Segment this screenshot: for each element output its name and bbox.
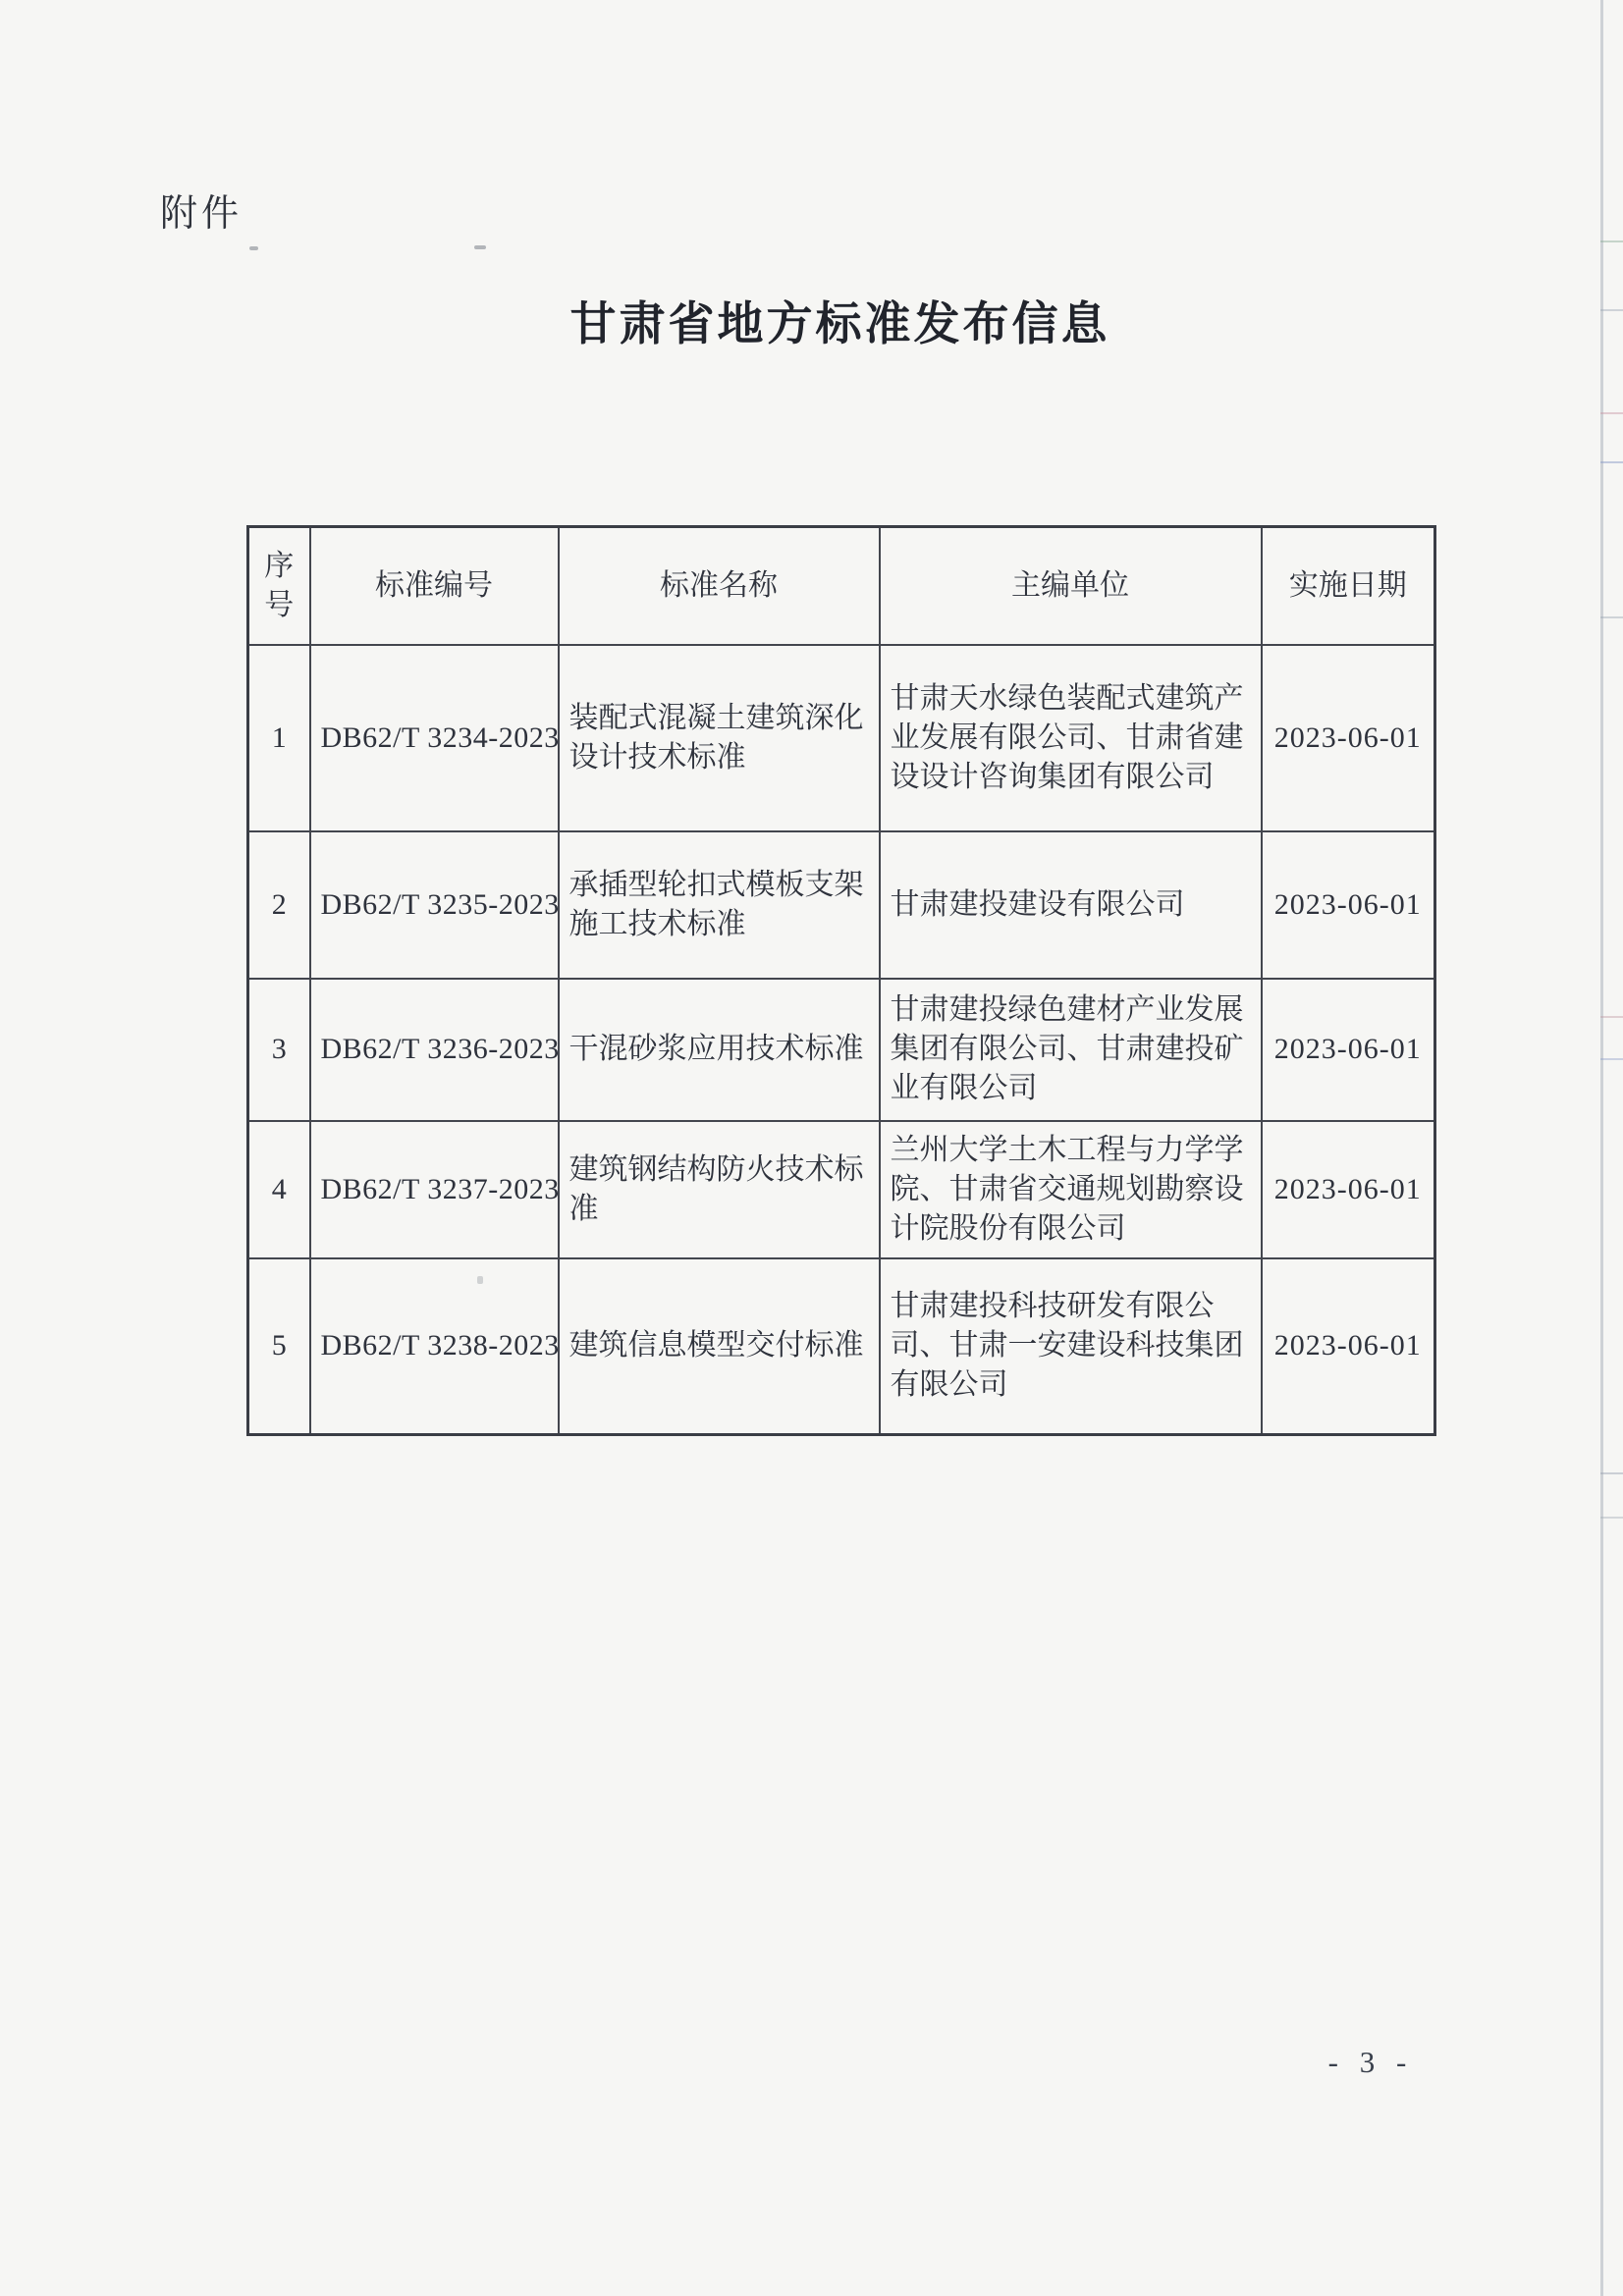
table-row bbox=[248, 1121, 1435, 1258]
cell-date: 2023-06-01 bbox=[1262, 1258, 1435, 1435]
standards-table bbox=[246, 525, 1436, 1436]
header-org: 主编单位 bbox=[880, 527, 1262, 645]
header-name: 标准名称 bbox=[559, 527, 880, 645]
table-row bbox=[248, 979, 1435, 1121]
scan-artifact-line bbox=[1600, 0, 1603, 2296]
scan-artifact-tick bbox=[1600, 309, 1623, 311]
cell-date: 2023-06-01 bbox=[1262, 831, 1435, 979]
scan-artifact-tick bbox=[1600, 240, 1623, 242]
cell-org: 甘肃建投绿色建材产业发展集团有限公司、甘肃建投矿业有限公司 bbox=[880, 979, 1262, 1121]
scan-artifact-tick bbox=[1600, 1517, 1623, 1519]
scan-artifact-tick bbox=[1600, 1472, 1623, 1474]
cell-code: DB62/T 3235-2023 bbox=[310, 831, 559, 979]
table-header-row bbox=[248, 527, 1435, 645]
cell-org: 甘肃建投科技研发有限公司、甘肃一安建设科技集团有限公司 bbox=[880, 1258, 1262, 1435]
scan-speck bbox=[477, 1276, 483, 1284]
cell-name: 承插型轮扣式模板支架施工技术标准 bbox=[559, 831, 880, 979]
cell-code: DB62/T 3238-2023 bbox=[310, 1258, 559, 1435]
cell-name: 建筑钢结构防火技术标准 bbox=[559, 1121, 880, 1258]
scan-artifact-tick bbox=[1600, 616, 1623, 618]
table-row bbox=[248, 645, 1435, 831]
scan-artifact-tick bbox=[1600, 412, 1623, 414]
scan-artifact-tick bbox=[1600, 1058, 1623, 1060]
cell-date: 2023-06-01 bbox=[1262, 979, 1435, 1121]
table-row bbox=[248, 831, 1435, 979]
cell-no: 3 bbox=[248, 979, 310, 1121]
header-date: 实施日期 bbox=[1262, 527, 1435, 645]
cell-date: 2023-06-01 bbox=[1262, 1121, 1435, 1258]
page-title: 甘肃省地方标准发布信息 bbox=[569, 299, 1110, 350]
cell-org: 甘肃天水绿色装配式建筑产业发展有限公司、甘肃省建设设计咨询集团有限公司 bbox=[880, 645, 1262, 831]
cell-name: 建筑信息模型交付标准 bbox=[559, 1258, 880, 1435]
cell-no: 5 bbox=[248, 1258, 310, 1435]
attachment-label: 附件 bbox=[160, 193, 243, 235]
cell-code: DB62/T 3236-2023 bbox=[310, 979, 559, 1121]
scan-speck bbox=[474, 245, 486, 249]
cell-no: 4 bbox=[248, 1121, 310, 1258]
scan-artifact-tick bbox=[1600, 1016, 1623, 1018]
page-number: - 3 - bbox=[1327, 2045, 1414, 2079]
cell-no: 2 bbox=[248, 831, 310, 979]
cell-org: 兰州大学土木工程与力学学院、甘肃省交通规划勘察设计院股份有限公司 bbox=[880, 1121, 1262, 1258]
cell-code: DB62/T 3234-2023 bbox=[310, 645, 559, 831]
header-code: 标准编号 bbox=[310, 527, 559, 645]
header-no: 序号 bbox=[248, 527, 310, 645]
scan-artifact-tick bbox=[1600, 461, 1623, 463]
table-row bbox=[248, 1258, 1435, 1435]
cell-no: 1 bbox=[248, 645, 310, 831]
cell-code: DB62/T 3237-2023 bbox=[310, 1121, 559, 1258]
cell-org: 甘肃建投建设有限公司 bbox=[880, 831, 1262, 979]
cell-name: 干混砂浆应用技术标准 bbox=[559, 979, 880, 1121]
cell-name: 装配式混凝土建筑深化设计技术标准 bbox=[559, 645, 880, 831]
cell-date: 2023-06-01 bbox=[1262, 645, 1435, 831]
scan-speck bbox=[249, 246, 258, 250]
